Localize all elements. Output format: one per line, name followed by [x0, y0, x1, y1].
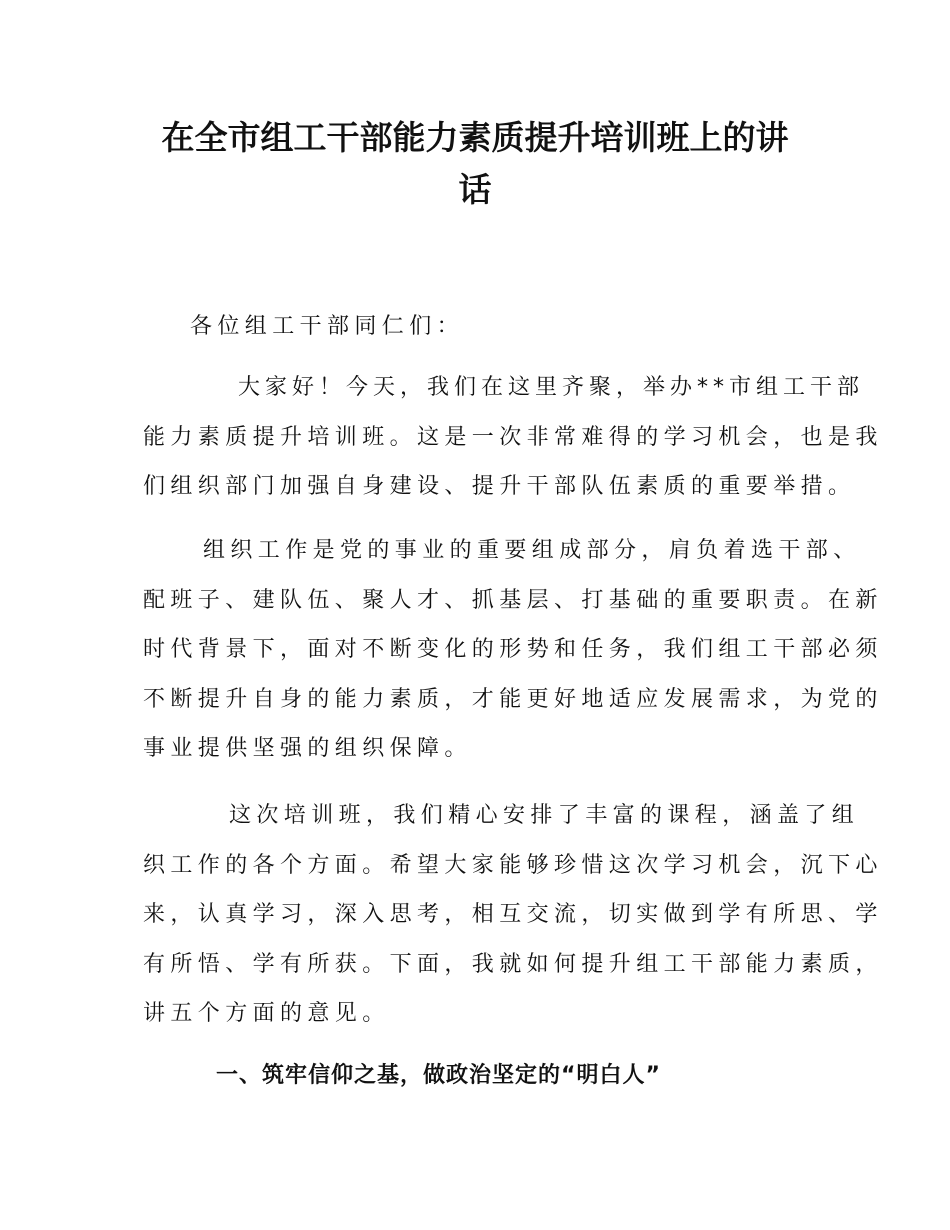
section-heading: 一、筑牢信仰之基，做政治坚定的“明白人” [216, 1063, 661, 1088]
paragraph-line: 时代背景下，面对不断变化的形势和任务，我们组工干部必须 [143, 637, 883, 662]
paragraph-line: 这次培训班，我们精心安排了丰富的课程，涵盖了组 [229, 803, 860, 828]
greeting [190, 302, 870, 352]
paragraph-line: 织工作的各个方面。希望大家能够珍惜这次学习机会，沉下心 [143, 852, 883, 878]
greeting-text: 各位组工干部同仁们： [190, 314, 465, 339]
paragraph-1 [143, 363, 883, 512]
paragraph-3 [143, 791, 883, 1039]
document-title [0, 112, 950, 216]
paragraph-line: 配班子、建队伍、聚人才、抓基层、打基础的重要职责。在新 [143, 587, 883, 613]
title-line: 话 [458, 170, 492, 209]
paragraph-2 [143, 526, 883, 774]
paragraph-line: 有所悟、学有所获。下面，我就如何提升组工干部能力素质， [143, 951, 883, 977]
paragraph-line: 组织工作是党的事业的重要组成部分，肩负着选干部、 [203, 538, 861, 563]
paragraph-line: 事业提供坚强的组织保障。 [143, 736, 472, 761]
paragraph-line: 不断提升自身的能力素质，才能更好地适应发展需求，为党的 [143, 686, 883, 712]
paragraph-line: 讲五个方面的意见。 [143, 1001, 390, 1026]
paragraph-line: 能力素质提升培训班。这是一次非常难得的学习机会，也是我 [143, 424, 883, 450]
title-line: 在全市组工干部能力素质提升培训班上的讲 [161, 118, 789, 157]
paragraph-line: 们组织部门加强自身建设、提升干部队伍素质的重要举措。 [143, 474, 856, 499]
paragraph-line: 大家好！今天，我们在这里齐聚，举办**市组工干部 [238, 375, 865, 400]
paragraph-line: 来，认真学习，深入思考，相互交流，切实做到学有所思、学 [143, 902, 883, 927]
